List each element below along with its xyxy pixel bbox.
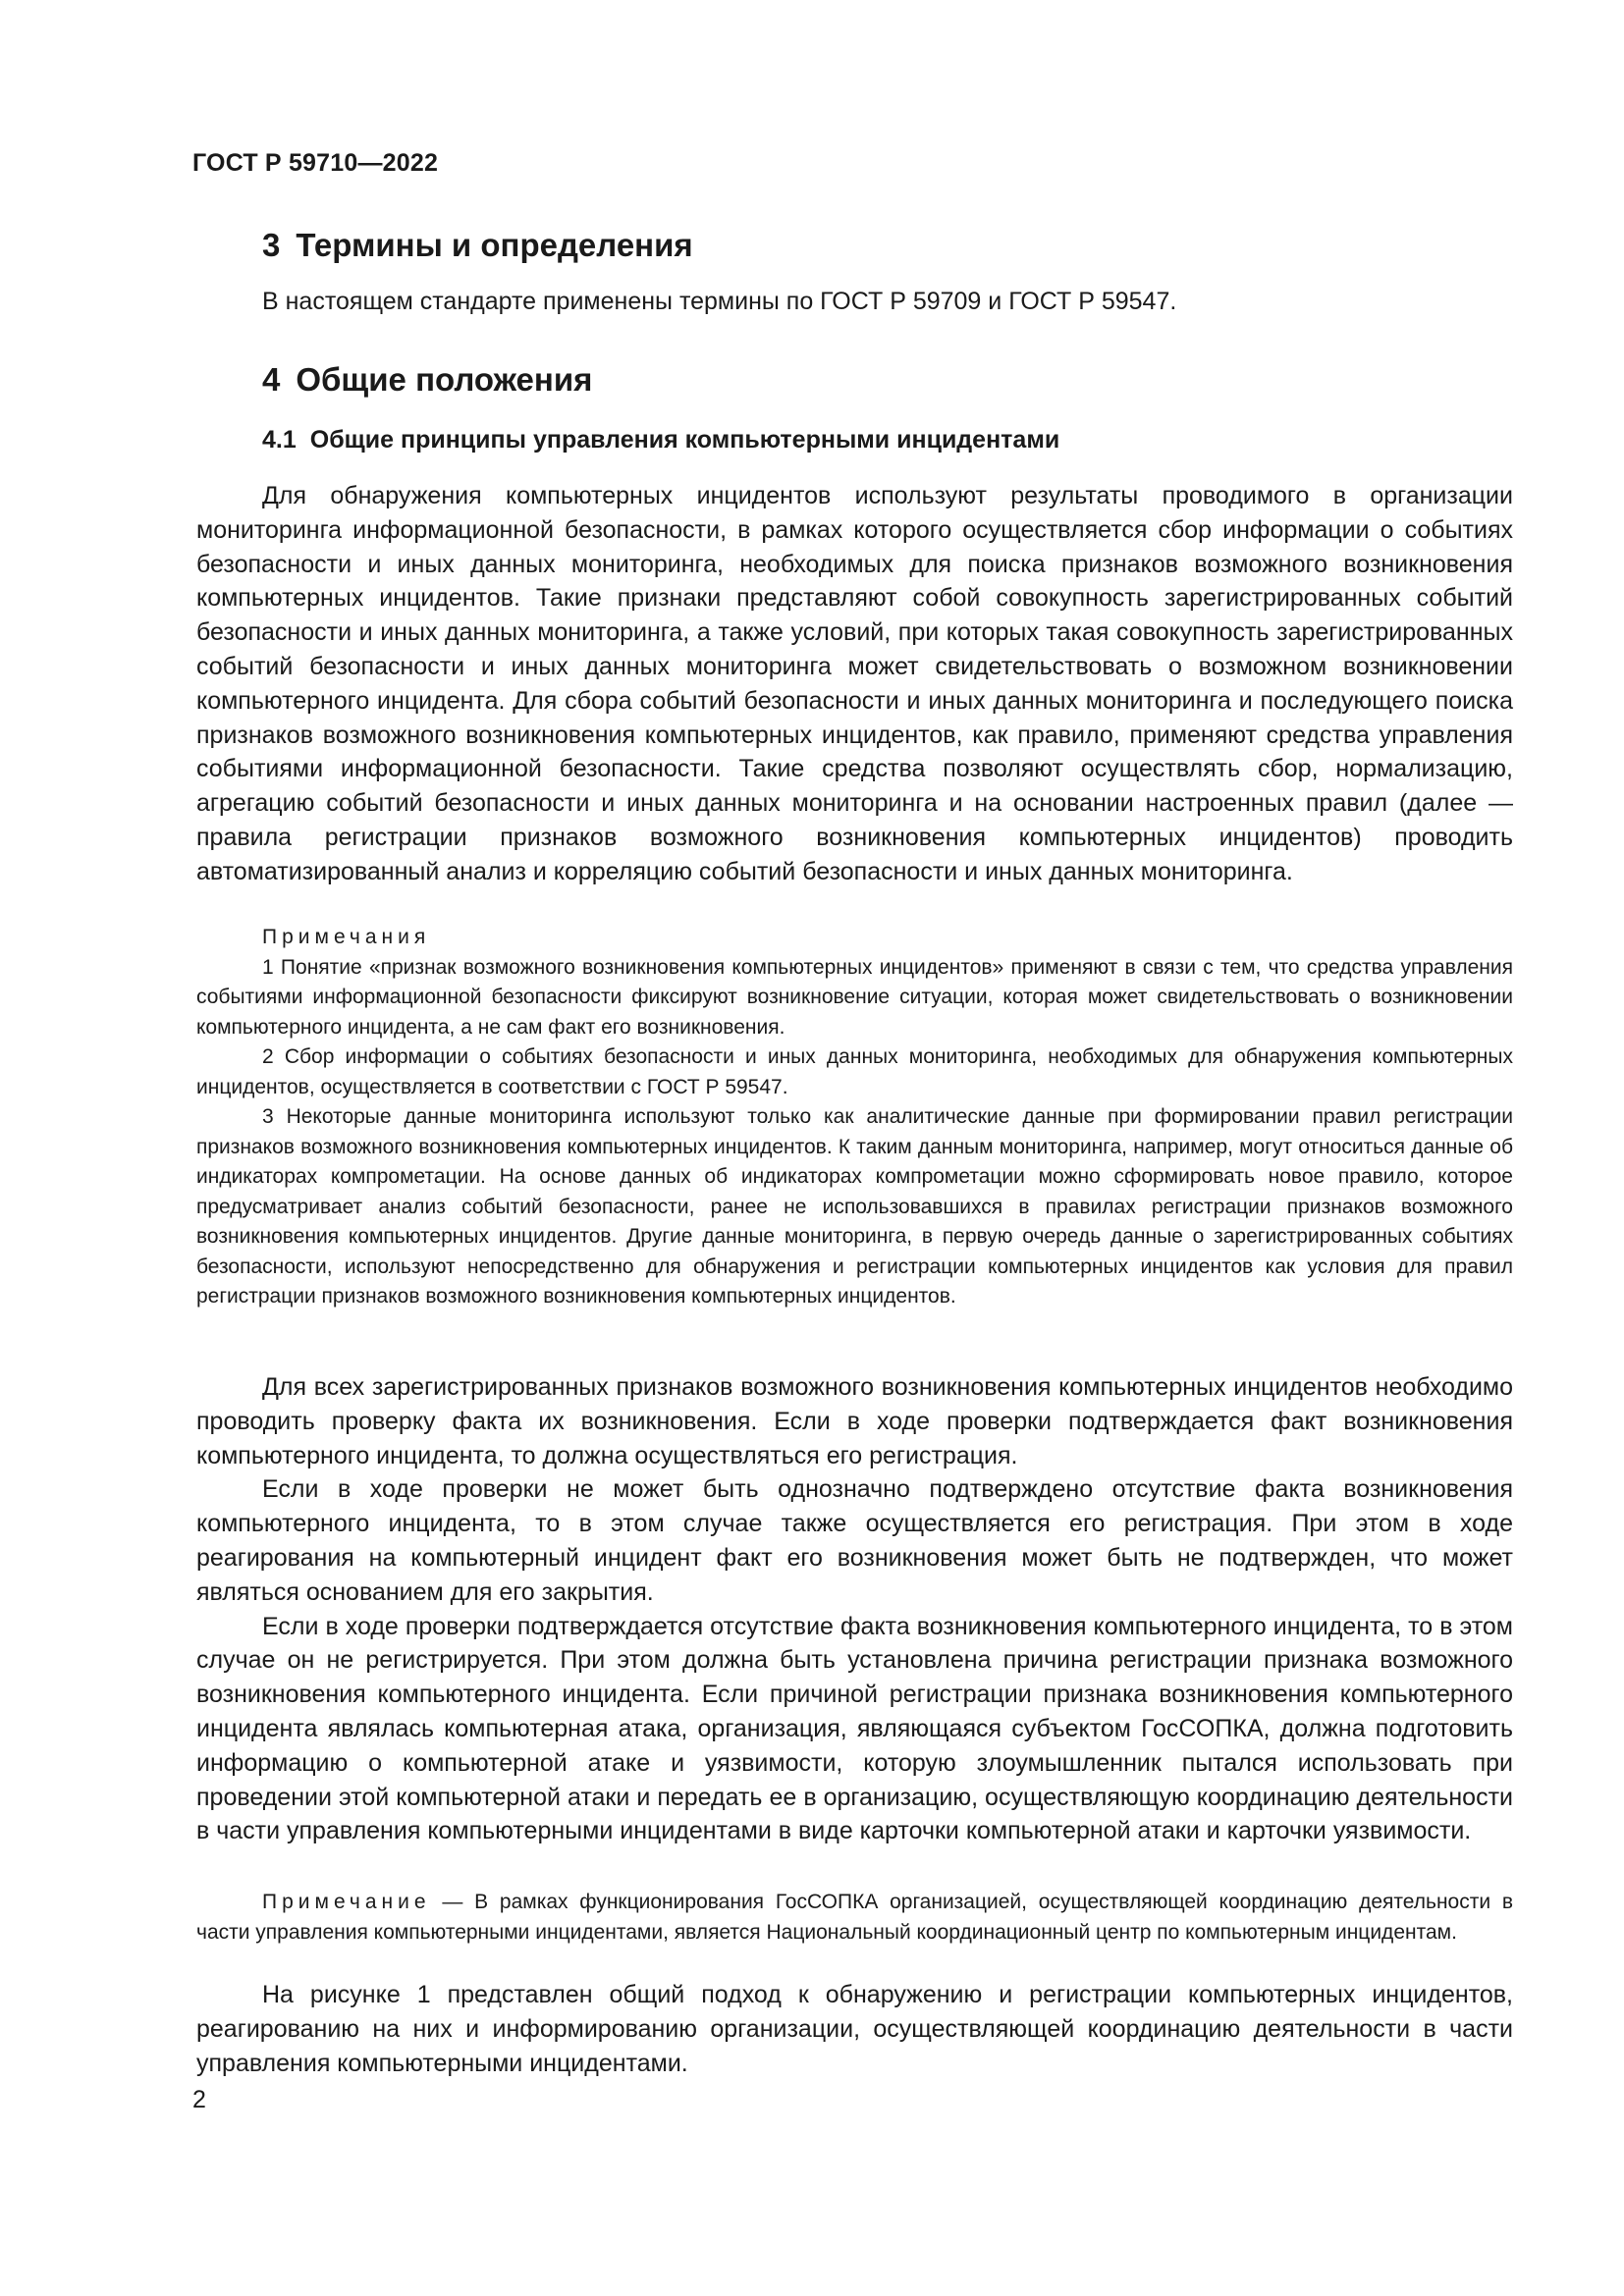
- paragraph-1: Для обнаружения компьютерных инцидентов используют результаты проводимого в организации мониторинга информационной безопасности, в рамках которого осуществляется сбор информации о событиях безопасности и иных данных мониторинга, необходимых для поиска признаков возможного возникновения компьютерных инцидентов. Такие признаки представляют собой совокупность зарегистрированных событий безопасности и иных данных мониторинга, а также условий, при которых такая совокупность зарегистрированных событий безопасности и иных данных мониторинга может свидетельствовать о возможном возникновении компьютерного инцидента. Для сбора событий безопасности и иных данных мониторинга и последующего поиска признаков возможного возникновения компьютерных инцидентов, как правило, применяют средства управления событиями информационной безопасности. Такие средства позволяют осуществлять сбор, нормализацию, агрегацию событий безопасности и иных данных мониторинга и на основании настроенных правил (далее — правила регистрации признаков возможного возникновения компьютерных инцидентов) проводить автоматизированный анализ и корреляцию событий безопасности и иных данных мониторинга.: [196, 482, 1513, 885]
- paragraphs-2-4-block: [196, 1370, 1513, 1848]
- single-note-label: Примечание: [262, 1891, 431, 1913]
- note-3: 3 Некоторые данные мониторинга используют только как аналитические данные при формировании правил регистрации признаков возможного возникновения компьютерных инцидентов. К таким данным мониторинга, например, могут относиться данные об индикаторах компрометации. На основе данных об индикаторах компрометации можно сформировать новое правило, которое предусматривает анализ событий безопасности, ранее не использовавшихся в правилах регистрации признаков возможного возникновения компьютерных инцидентов. Другие данные мониторинга, в первую очередь данные о зарегистрированных событиях безопасности, используют непосредственно для обнаружения и регистрации компьютерных инцидентов как условия для правил регистрации признаков возможного возникновения компьютерных инцидентов.: [196, 1105, 1513, 1308]
- notes-heading: Примечания: [262, 926, 431, 948]
- paragraph-2: Для всех зарегистрированных признаков возможного возникновения компьютерных инцидентов необходимо проводить проверку факта их возникновения. Если в ходе проверки подтверждается факт возникновения компьютерного инцидента, то должна осуществляться его регистрация.: [196, 1373, 1513, 1469]
- note-2: 2 Сбор информации о событиях безопасности и иных данных мониторинга, необходимых для обнаружения компьютерных инцидентов, осуществляется в соответствии с ГОСТ Р 59547.: [196, 1045, 1513, 1098]
- section-4-number: 4: [262, 361, 281, 398]
- single-note-text: — В рамках функционирования ГосСОПКА организацией, осуществляющей координацию деятельности в части управления компьютерными инцидентами, является Национальный координационный центр по компьютерным инцидентам.: [196, 1891, 1513, 1944]
- section-4-title: Общие положения: [296, 361, 593, 398]
- subsection-4-1-title: Общие принципы управления компьютерными инцидентами: [309, 426, 1060, 454]
- page-number: 2: [192, 2086, 206, 2113]
- note-1: 1 Понятие «признак возможного возникновения компьютерных инцидентов» применяют в связи с тем, что средства управления событиями информационной безопасности фиксируют возникновение ситуации, которая может свидетельствовать о возникновении компьютерного инцидента, а не сам факт его возникновения.: [196, 955, 1513, 1039]
- subsection-4-1-heading: [262, 423, 1059, 456]
- section-3-text: В настоящем стандарте применены термины по ГОСТ Р 59709 и ГОСТ Р 59547.: [262, 288, 1177, 315]
- paragraph-5-block: [196, 1978, 1513, 2080]
- paragraph-4: Если в ходе проверки подтверждается отсутствие факта возникновения компьютерного инцидента, то в этом случае он не регистрируется. При этом должна быть установлена причина регистрации признака возможного возникновения компьютерного инцидента. Если причиной регистрации признака возникновения компьютерного инцидента являлась компьютерная атака, организация, являющаяся субъектом ГосСОПКА, должна подготовить информацию о компьютерной атаке и уязвимости, которую злоумышленник пытался использовать при проведении этой компьютерной атаки и передать ее в организацию, осуществляющую координацию деятельности в части управления компьютерными инцидентами в виде карточки компьютерной атаки и карточки уязвимости.: [196, 1612, 1513, 1845]
- section-3-number: 3: [262, 227, 281, 263]
- subsection-4-1-number: 4.1: [262, 426, 297, 454]
- section-4-heading: [262, 358, 592, 401]
- section-3-title: Термины и определения: [296, 227, 693, 263]
- notes-block: [196, 923, 1513, 1312]
- document-code-header: ГОСТ Р 59710—2022: [192, 149, 439, 177]
- section-3-heading: [262, 224, 693, 267]
- paragraph-1-block: [196, 479, 1513, 889]
- paragraph-3: Если в ходе проверки не может быть однозначно подтверждено отсутствие факта возникновения компьютерного инцидента, то в этом случае также осуществляется его регистрация. При этом в ходе реагирования на компьютерный инцидент факт его возникновения может быть не подтвержден, что может являться основанием для его закрытия.: [196, 1475, 1513, 1606]
- single-note: [196, 1888, 1513, 1948]
- single-note-block: [196, 1888, 1513, 1948]
- paragraph-5: На рисунке 1 представлен общий подход к обнаружению и регистрации компьютерных инцидентов, реагированию на них и информированию организации, осуществляющей координацию деятельности в части управления компьютерными инцидентами.: [196, 1981, 1513, 2077]
